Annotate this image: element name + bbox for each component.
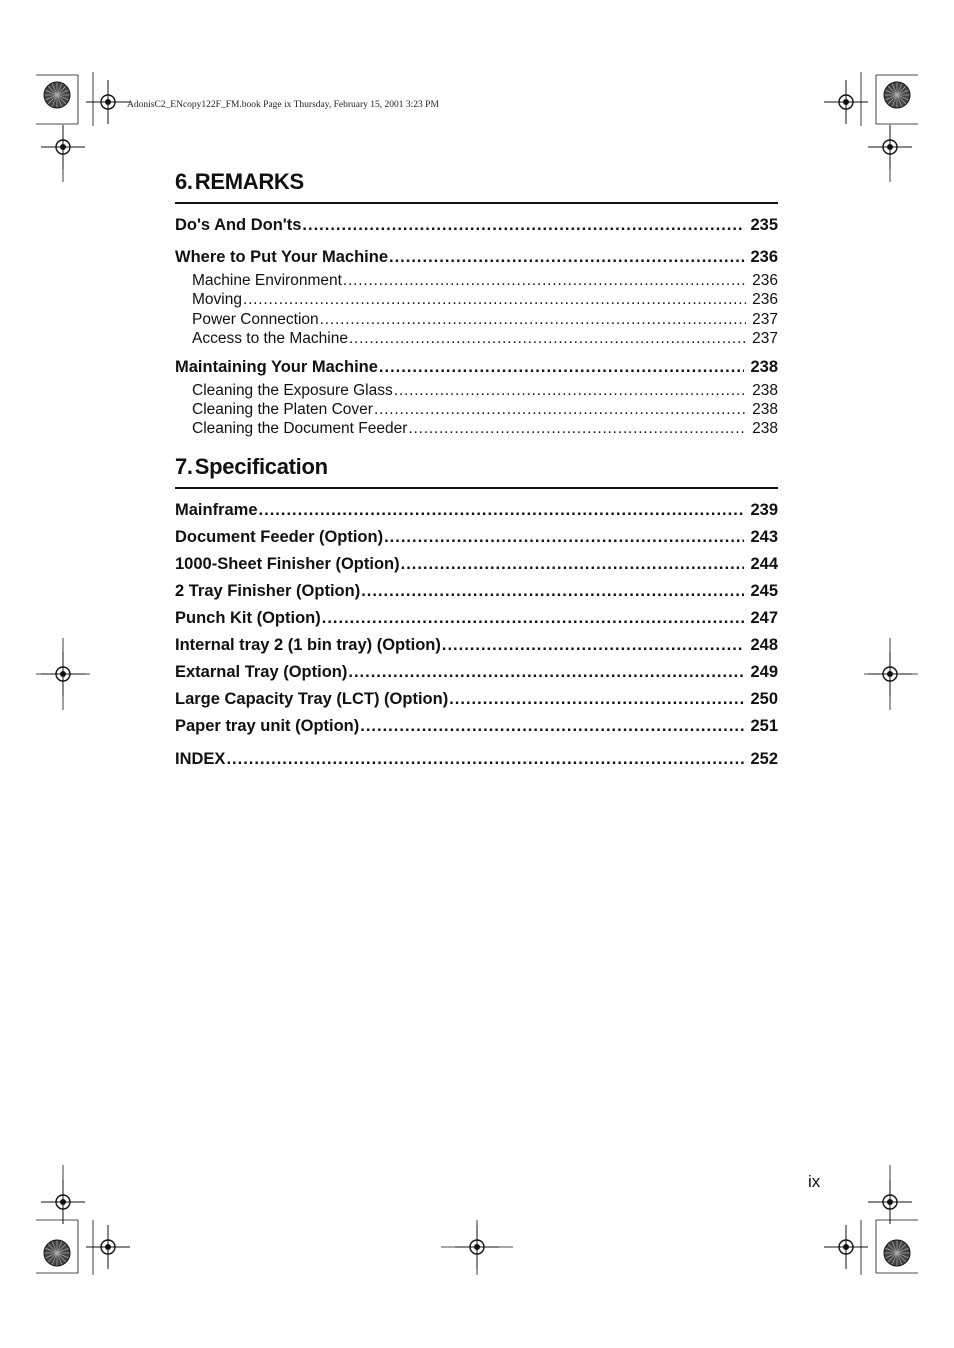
table-of-contents — [175, 168, 778, 773]
dot-leader — [408, 419, 746, 438]
toc-entry[interactable] — [175, 244, 778, 271]
chapter-heading — [175, 453, 778, 489]
star-target-top-left — [44, 82, 70, 108]
star-target-top-right — [884, 82, 910, 108]
print-slug: AdonisC2_ENcopy122F_FM.book Page ix Thursday, February 15, 2001 3:23 PM — [127, 100, 439, 110]
dot-leader — [348, 659, 744, 686]
toc-entry[interactable] — [175, 578, 778, 605]
toc-entry[interactable] — [175, 659, 778, 686]
dot-leader — [374, 400, 746, 419]
dot-leader — [384, 524, 744, 551]
toc-entry-label: Maintaining Your Machine — [175, 357, 378, 376]
toc-entry-page: 244 — [750, 554, 778, 573]
toc-entry[interactable] — [175, 605, 778, 632]
chapter-title: Specification — [194, 453, 328, 479]
toc-entry-label: Moving — [192, 291, 242, 309]
toc-entry[interactable] — [175, 400, 778, 419]
toc-entry[interactable] — [175, 713, 778, 740]
toc-entry-label: Extarnal Tray (Option) — [175, 662, 348, 681]
toc-entry[interactable] — [175, 632, 778, 659]
toc-entry[interactable] — [175, 354, 778, 381]
dot-leader — [442, 632, 745, 659]
chapter-number: 7. — [175, 453, 193, 479]
toc-entry-label: 2 Tray Finisher (Option) — [175, 581, 361, 600]
toc-entry-label: Document Feeder (Option) — [175, 527, 384, 546]
toc-entry-label: Large Capacity Tray (LCT) (Option) — [175, 689, 449, 708]
toc-entry[interactable] — [175, 212, 778, 239]
toc-entry-label: Do's And Don'ts — [175, 216, 302, 234]
toc-entry-label: 1000-Sheet Finisher (Option) — [175, 554, 400, 573]
toc-entry-page: 236 — [752, 291, 778, 309]
toc-entry-label: Cleaning the Exposure Glass — [192, 381, 393, 399]
toc-entry-page: 248 — [750, 635, 778, 654]
dot-leader — [259, 497, 745, 524]
dot-leader — [349, 329, 746, 348]
toc-entry-page: 251 — [750, 716, 778, 735]
dot-leader — [394, 381, 746, 400]
dot-leader — [361, 578, 744, 605]
star-target-bottom-right — [884, 1240, 910, 1266]
toc-section — [175, 168, 778, 439]
toc-entry-page: 236 — [752, 272, 778, 289]
toc-entry-page: 237 — [752, 330, 778, 348]
toc-entry-label: Where to Put Your Machine — [175, 248, 388, 266]
toc-entry[interactable] — [175, 419, 778, 438]
toc-entry-label: Mainframe — [175, 500, 258, 519]
toc-entry-label: Access to the Machine — [192, 330, 348, 348]
toc-entry-page: 239 — [750, 500, 778, 519]
dot-leader — [389, 244, 744, 271]
toc-entry[interactable] — [175, 381, 778, 400]
chapter-title: REMARKS — [194, 169, 304, 194]
toc-entry-page: 238 — [752, 381, 778, 399]
dot-leader — [226, 746, 744, 773]
dot-leader — [243, 290, 746, 309]
dot-leader — [360, 713, 744, 740]
toc-entry[interactable] — [175, 310, 778, 329]
toc-entry[interactable] — [175, 271, 778, 290]
dot-leader — [343, 271, 746, 290]
toc-entry-page: 238 — [752, 420, 778, 438]
toc-entry-label: Internal tray 2 (1 bin tray) (Option) — [175, 635, 441, 654]
registration-mark-top-right-1 — [824, 80, 868, 124]
registration-mark-bottom-right-2 — [824, 1225, 868, 1269]
toc-entry-page: 238 — [750, 357, 778, 376]
chapter-heading — [175, 168, 778, 204]
toc-entry-page: 237 — [752, 310, 778, 328]
toc-entry-page: 250 — [750, 689, 778, 708]
toc-entry-page: 236 — [750, 248, 778, 266]
toc-entry[interactable] — [175, 329, 778, 348]
toc-entry-label: INDEX — [175, 749, 226, 768]
toc-entry-page: 245 — [750, 581, 778, 600]
toc-entry[interactable] — [175, 290, 778, 309]
toc-entry[interactable] — [175, 497, 778, 524]
toc-entry-label: Cleaning the Platen Cover — [192, 400, 373, 418]
toc-entry-page: 243 — [750, 527, 778, 546]
dot-leader — [379, 354, 745, 381]
toc-entry-page: 247 — [750, 608, 778, 627]
toc-entry-page: 235 — [750, 216, 778, 234]
page-number: ix — [808, 1172, 821, 1191]
toc-entry[interactable] — [175, 524, 778, 551]
star-target-bottom-left — [44, 1240, 70, 1266]
toc-entry[interactable] — [175, 746, 778, 773]
chapter-number: 6. — [175, 169, 193, 194]
toc-entry[interactable] — [175, 686, 778, 713]
toc-entry-label: Machine Environment — [192, 272, 342, 289]
dot-leader — [322, 605, 745, 632]
dot-leader — [401, 551, 745, 578]
dot-leader — [302, 212, 744, 239]
toc-entry-page: 238 — [752, 400, 778, 418]
toc-entry-label: Paper tray unit (Option) — [175, 716, 360, 735]
toc-entry-label: Cleaning the Document Feeder — [192, 420, 408, 438]
toc-entry-label: Power Connection — [192, 310, 319, 328]
toc-entry[interactable] — [175, 551, 778, 578]
toc-section — [175, 453, 778, 773]
dot-leader — [320, 310, 746, 329]
toc-entry-page: 252 — [750, 749, 778, 768]
dot-leader — [449, 686, 744, 713]
toc-entry-page: 249 — [750, 662, 778, 681]
toc-entry-label: Punch Kit (Option) — [175, 608, 321, 627]
